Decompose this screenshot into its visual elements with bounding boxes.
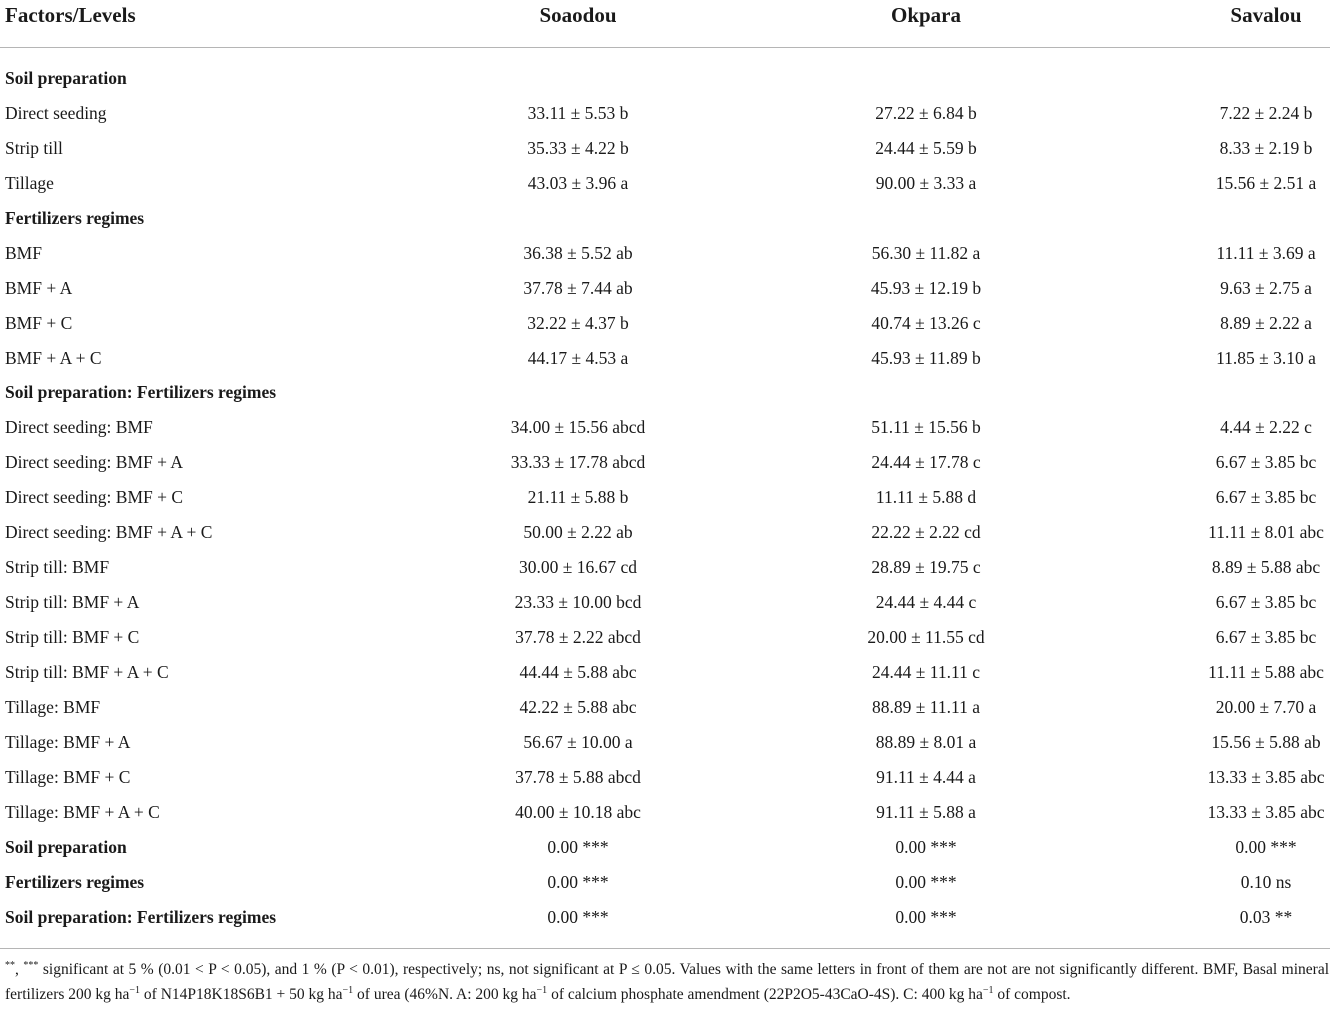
savalou-value: 15.56 ± 2.51 a xyxy=(1215,172,1317,193)
okpara-value: 0.00 *** xyxy=(895,836,957,857)
soaodou-value: 33.11 ± 5.53 b xyxy=(527,102,629,123)
savalou-value: 7.22 ± 2.24 b xyxy=(1219,102,1313,123)
header-savalou: Savalou xyxy=(1230,3,1302,27)
significance-row xyxy=(0,865,1334,900)
soaodou-value: 37.78 ± 7.44 ab xyxy=(523,277,633,298)
soaodou-value: 33.33 ± 17.78 abcd xyxy=(510,452,646,473)
soaodou-value: 36.38 ± 5.52 ab xyxy=(523,242,633,263)
okpara-value: 0.00 *** xyxy=(895,871,957,892)
row-label: Direct seeding: BMF + A + C xyxy=(5,522,213,543)
okpara-value: 88.89 ± 8.01 a xyxy=(875,731,977,752)
savalou-value: 11.11 ± 3.69 a xyxy=(1216,242,1316,263)
table-row xyxy=(0,271,1334,306)
table-row xyxy=(0,236,1334,271)
table-row xyxy=(0,760,1334,795)
savalou-value: 8.33 ± 2.19 b xyxy=(1219,137,1313,158)
savalou-value: 11.85 ± 3.10 a xyxy=(1216,347,1316,368)
soaodou-value: 44.44 ± 5.88 abc xyxy=(519,661,637,682)
table-row xyxy=(0,96,1334,131)
section-header-row xyxy=(0,61,1334,96)
table-row xyxy=(0,445,1334,480)
table-row xyxy=(0,131,1334,166)
table-row xyxy=(0,725,1334,760)
savalou-value: 20.00 ± 7.70 a xyxy=(1215,696,1317,717)
soaodou-value: 56.67 ± 10.00 a xyxy=(523,731,633,752)
soaodou-value: 21.11 ± 5.88 b xyxy=(527,487,629,508)
row-label: Soil preparation xyxy=(5,68,127,88)
savalou-value: 8.89 ± 2.22 a xyxy=(1220,312,1312,333)
footnote-text: of calcium phosphate amendment (22P2O5-43CaO-4S). C: 400 kg ha xyxy=(547,986,983,1003)
table-body xyxy=(0,61,1334,934)
table-row xyxy=(0,550,1334,585)
okpara-value: 28.89 ± 19.75 c xyxy=(871,557,981,578)
header-divider xyxy=(0,47,1330,48)
soaodou-value: 32.22 ± 4.37 b xyxy=(527,312,629,333)
section-header-row xyxy=(0,375,1334,410)
row-label: Strip till xyxy=(5,137,63,158)
soaodou-value: 43.03 ± 3.96 a xyxy=(527,172,629,193)
okpara-value: 51.11 ± 15.56 b xyxy=(871,417,981,438)
row-label: Tillage: BMF xyxy=(5,696,101,717)
footnote-sup: −1 xyxy=(342,984,354,996)
header-soaodou: Soaodou xyxy=(539,3,617,27)
table-row xyxy=(0,410,1334,445)
row-label: Strip till: BMF + A xyxy=(5,592,140,613)
header-okpara: Okpara xyxy=(890,3,962,27)
savalou-value: 6.67 ± 3.85 bc xyxy=(1215,487,1317,508)
row-label: Tillage xyxy=(5,172,54,193)
okpara-value: 24.44 ± 4.44 c xyxy=(875,592,977,613)
savalou-value: 4.44 ± 2.22 c xyxy=(1220,417,1312,438)
table-row xyxy=(0,306,1334,341)
soaodou-value: 37.78 ± 5.88 abcd xyxy=(515,766,641,787)
savalou-value: 13.33 ± 3.85 abc xyxy=(1207,766,1325,787)
row-label: Direct seeding xyxy=(5,102,107,123)
row-label: Strip till: BMF + A + C xyxy=(5,661,169,682)
savalou-value: 8.89 ± 5.88 abc xyxy=(1211,557,1321,578)
row-label: Strip till: BMF xyxy=(5,557,110,578)
section-header-row xyxy=(0,201,1334,236)
okpara-value: 11.11 ± 5.88 d xyxy=(875,487,977,508)
okpara-value: 40.74 ± 13.26 c xyxy=(871,312,981,333)
table-row xyxy=(0,166,1334,201)
table-header xyxy=(0,0,1334,36)
footnote-sup: −1 xyxy=(129,984,141,996)
row-label: Soil preparation: Fertilizers regimes xyxy=(5,382,277,403)
table-row xyxy=(0,690,1334,725)
header-factors-levels: Factors/Levels xyxy=(5,3,136,27)
row-label: BMF + A + C xyxy=(5,347,102,368)
soaodou-value: 44.17 ± 4.53 a xyxy=(527,347,629,368)
table-row xyxy=(0,795,1334,830)
footnote-text: of urea (46%N. A: 200 kg ha xyxy=(353,986,537,1003)
row-label: BMF + A xyxy=(5,277,73,298)
soaodou-value: 42.22 ± 5.88 abc xyxy=(519,696,637,717)
table-row xyxy=(0,585,1334,620)
okpara-value: 45.93 ± 12.19 b xyxy=(870,277,982,298)
footnote-sup: −1 xyxy=(536,984,548,996)
okpara-value: 88.89 ± 11.11 a xyxy=(872,696,980,717)
significance-row xyxy=(0,830,1334,865)
footnote-text: of N14P18K18S6B1 + 50 kg ha xyxy=(140,986,343,1003)
okpara-value: 22.22 ± 2.22 cd xyxy=(871,522,981,543)
okpara-value: 20.00 ± 11.55 cd xyxy=(867,627,985,647)
soaodou-value: 35.33 ± 4.22 b xyxy=(527,137,629,158)
savalou-value: 0.10 ns xyxy=(1240,871,1292,892)
okpara-value: 91.11 ± 5.88 a xyxy=(876,801,976,822)
row-label: Direct seeding: BMF + C xyxy=(5,487,184,508)
soaodou-value: 34.00 ± 15.56 abcd xyxy=(510,417,646,438)
savalou-value: 13.33 ± 3.85 abc xyxy=(1207,801,1325,822)
footer-divider xyxy=(0,948,1330,949)
row-label: Fertilizers regimes xyxy=(5,871,145,892)
row-label: Fertilizers regimes xyxy=(5,207,145,228)
savalou-value: 6.67 ± 3.85 bc xyxy=(1215,627,1317,647)
table-footnote xyxy=(5,957,1329,1007)
okpara-value: 91.11 ± 4.44 a xyxy=(876,766,976,787)
okpara-value: 0.00 *** xyxy=(895,906,957,927)
footnote-sup: −1 xyxy=(982,984,994,996)
table-row xyxy=(0,480,1334,515)
savalou-value: 0.03 ** xyxy=(1239,906,1293,927)
savalou-value: 9.63 ± 2.75 a xyxy=(1220,277,1312,298)
row-label: Direct seeding: BMF + A xyxy=(5,452,184,473)
row-label: Tillage: BMF + A + C xyxy=(5,801,160,822)
okpara-value: 90.00 ± 3.33 a xyxy=(875,172,977,193)
okpara-value: 24.44 ± 11.11 c xyxy=(872,661,980,682)
savalou-value: 11.11 ± 8.01 abc xyxy=(1208,522,1324,543)
significance-row xyxy=(0,900,1334,935)
row-label: Soil preparation: Fertilizers regimes xyxy=(5,906,277,927)
row-label: Direct seeding: BMF xyxy=(5,417,153,438)
savalou-value: 6.67 ± 3.85 bc xyxy=(1215,452,1317,473)
row-label: BMF + C xyxy=(5,312,73,333)
okpara-value: 45.93 ± 11.89 b xyxy=(871,347,981,368)
table-row xyxy=(0,655,1334,690)
soaodou-value: 0.00 *** xyxy=(547,871,609,892)
savalou-value: 11.11 ± 5.88 abc xyxy=(1208,661,1324,682)
savalou-value: 0.00 *** xyxy=(1235,836,1297,857)
row-label: BMF xyxy=(5,242,42,263)
footnote-sup: *** xyxy=(23,959,39,971)
soaodou-value: 0.00 *** xyxy=(547,906,609,927)
soaodou-value: 30.00 ± 16.67 cd xyxy=(519,557,637,578)
soaodou-value: 40.00 ± 10.18 abc xyxy=(515,801,641,822)
okpara-value: 56.30 ± 11.82 a xyxy=(871,242,981,263)
soaodou-value: 0.00 *** xyxy=(547,836,609,857)
row-label: Tillage: BMF + C xyxy=(5,766,131,787)
okpara-value: 24.44 ± 17.78 c xyxy=(871,452,981,473)
savalou-value: 15.56 ± 5.88 ab xyxy=(1211,731,1321,752)
table-row xyxy=(0,515,1334,550)
table-row xyxy=(0,341,1334,376)
footnote-text: , xyxy=(15,961,24,978)
footnote-text: of compost. xyxy=(993,986,1071,1003)
row-label: Soil preparation xyxy=(5,836,127,857)
okpara-value: 24.44 ± 5.59 b xyxy=(875,137,977,158)
footnote-sup: ** xyxy=(5,959,15,971)
soaodou-value: 37.78 ± 2.22 abcd xyxy=(515,627,641,647)
row-label: Strip till: BMF + C xyxy=(5,627,140,647)
row-label: Tillage: BMF + A xyxy=(5,731,131,752)
footnote-text: significant at 5 % (0.01 < P < 0.05), and 1 % (P < 0.01), respectively; ns, not significant at P ≤ 0.05. Values with the same letters in front of them are not are not significantly different. BMF, Basal mineral fertilizers 200 kg ha xyxy=(5,961,1330,1003)
soaodou-value: 50.00 ± 2.22 ab xyxy=(523,522,633,543)
soaodou-value: 23.33 ± 10.00 bcd xyxy=(514,592,642,613)
savalou-value: 6.67 ± 3.85 bc xyxy=(1215,592,1317,613)
okpara-value: 27.22 ± 6.84 b xyxy=(875,102,977,123)
table-row xyxy=(0,620,1334,655)
